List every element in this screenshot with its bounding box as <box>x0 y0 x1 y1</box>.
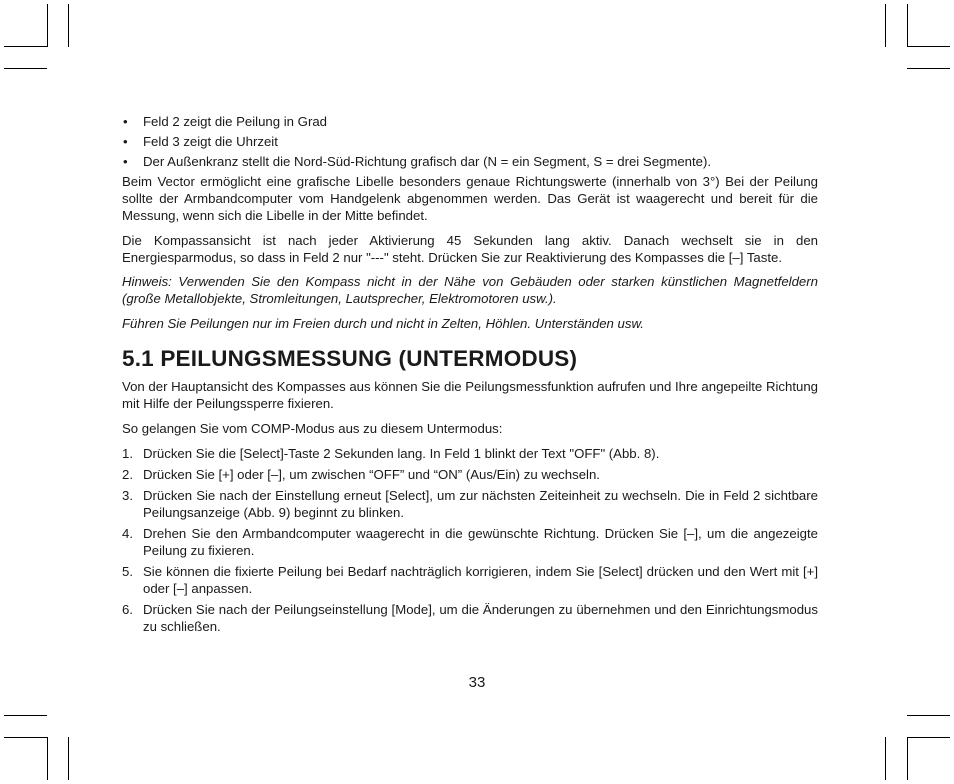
page-content <box>122 113 818 639</box>
crop-mark <box>4 68 47 69</box>
note-magnetic-fields: Hinweis: Verwenden Sie den Kompass nicht in der Nähe von Gebäuden oder starken künstlichen Magnetfeldern (große Metallobjekte, Stromleitungen, Lautsprecher, Elektromotoren usw.). <box>122 274 818 306</box>
paragraph-libelle: Beim Vector ermöglicht eine grafische Libelle besonders genaue Richtungswerte (innerhalb von 3°) Bei der Peilung sollte der Armbandcomputer vom Handgelenk abgenommen werden. Das Gerät ist waagerecht und bereit für die Messung, wenn sich die Libelle in der Mitte befindet. <box>122 174 818 223</box>
step-item <box>122 445 818 462</box>
crop-mark <box>4 46 47 47</box>
crop-mark <box>68 737 69 780</box>
bullet-item <box>122 113 818 130</box>
step-number: 6. <box>122 602 133 617</box>
bullet-text: Feld 3 zeigt die Uhrzeit <box>143 134 278 149</box>
step-text: Drücken Sie nach der Einstellung erneut [Select], um zur nächsten Zeiteinheit zu wechseln. Die in Feld 2 sichtbare Peilungsanzeige (Abb. 9) beginnt zu blinken. <box>143 488 818 520</box>
bullet-list <box>122 113 818 170</box>
crop-mark <box>47 4 48 47</box>
bullet-text: Der Außenkranz stellt die Nord-Süd-Richtung grafisch dar (N = ein Segment, S = drei Segmente). <box>143 154 712 169</box>
step-text: Drücken Sie [+] oder [–], um zwischen “OFF” und “ON” (Aus/Ein) zu wechseln. <box>143 467 600 482</box>
steps-list <box>122 445 818 635</box>
step-number: 4. <box>122 526 133 541</box>
step-number: 1. <box>122 446 133 461</box>
crop-mark <box>907 46 950 47</box>
section-heading: 5.1 PEILUNGSMESSUNG (UNTERMODUS) <box>122 346 578 371</box>
crop-mark <box>907 715 950 716</box>
step-item <box>122 466 818 483</box>
step-text: Drücken Sie nach der Peilungseinstellung [Mode], um die Änderungen zu übernehmen und den Einrichtungsmodus zu schließen. <box>143 602 818 634</box>
bullet-icon: • <box>123 134 128 149</box>
crop-mark <box>907 737 950 738</box>
section-intro-lead: So gelangen Sie vom COMP-Modus aus zu diesem Untermodus: <box>122 421 503 436</box>
crop-mark <box>4 737 47 738</box>
crop-mark <box>68 4 69 47</box>
crop-mark <box>907 68 950 69</box>
section-intro: Von der Hauptansicht des Kompasses aus können Sie die Peilungsmessfunktion aufrufen und Ihre angepeilte Richtung mit Hilfe der Peilungssperre fixieren. <box>122 379 818 411</box>
step-text: Drehen Sie den Armbandcomputer waagerecht in die gewünschte Richtung. Drücken Sie [–], um die angezeigte Peilung zu fixieren. <box>143 526 818 558</box>
step-number: 2. <box>122 467 133 482</box>
bullet-item <box>122 133 818 150</box>
bullet-text: Feld 2 zeigt die Peilung in Grad <box>143 114 328 129</box>
step-number: 5. <box>122 564 133 579</box>
step-number: 3. <box>122 488 133 503</box>
step-text: Drücken Sie die [Select]-Taste 2 Sekunden lang. In Feld 1 blinkt der Text "OFF" (Abb. 8). <box>143 446 660 461</box>
step-item <box>122 563 818 597</box>
step-text: Sie können die fixierte Peilung bei Bedarf nachträglich korrigieren, indem Sie [Select] drücken und den Wert mit [+] oder [–] anpassen. <box>143 564 818 596</box>
step-item <box>122 525 818 559</box>
crop-mark <box>907 737 908 780</box>
crop-mark <box>885 737 886 780</box>
paragraph-energy-saving: Die Kompassansicht ist nach jeder Aktivierung 45 Sekunden lang aktiv. Danach wechselt sie in den Energiesparmodus, so dass in Feld 2 nur "---" steht. Drücken Sie zur Reaktivierung des Kompasses die [–] Taste. <box>122 233 818 265</box>
crop-mark <box>885 4 886 47</box>
step-item <box>122 601 818 635</box>
crop-mark <box>4 715 47 716</box>
step-item <box>122 487 818 521</box>
crop-mark <box>907 4 908 47</box>
bullet-icon: • <box>123 114 128 129</box>
crop-mark <box>47 737 48 780</box>
note-outdoor-use: Führen Sie Peilungen nur im Freien durch und nicht in Zelten, Höhlen. Unterständen usw. <box>122 316 644 331</box>
page-number: 33 <box>468 674 486 691</box>
bullet-item <box>122 153 818 170</box>
bullet-icon: • <box>123 154 128 169</box>
